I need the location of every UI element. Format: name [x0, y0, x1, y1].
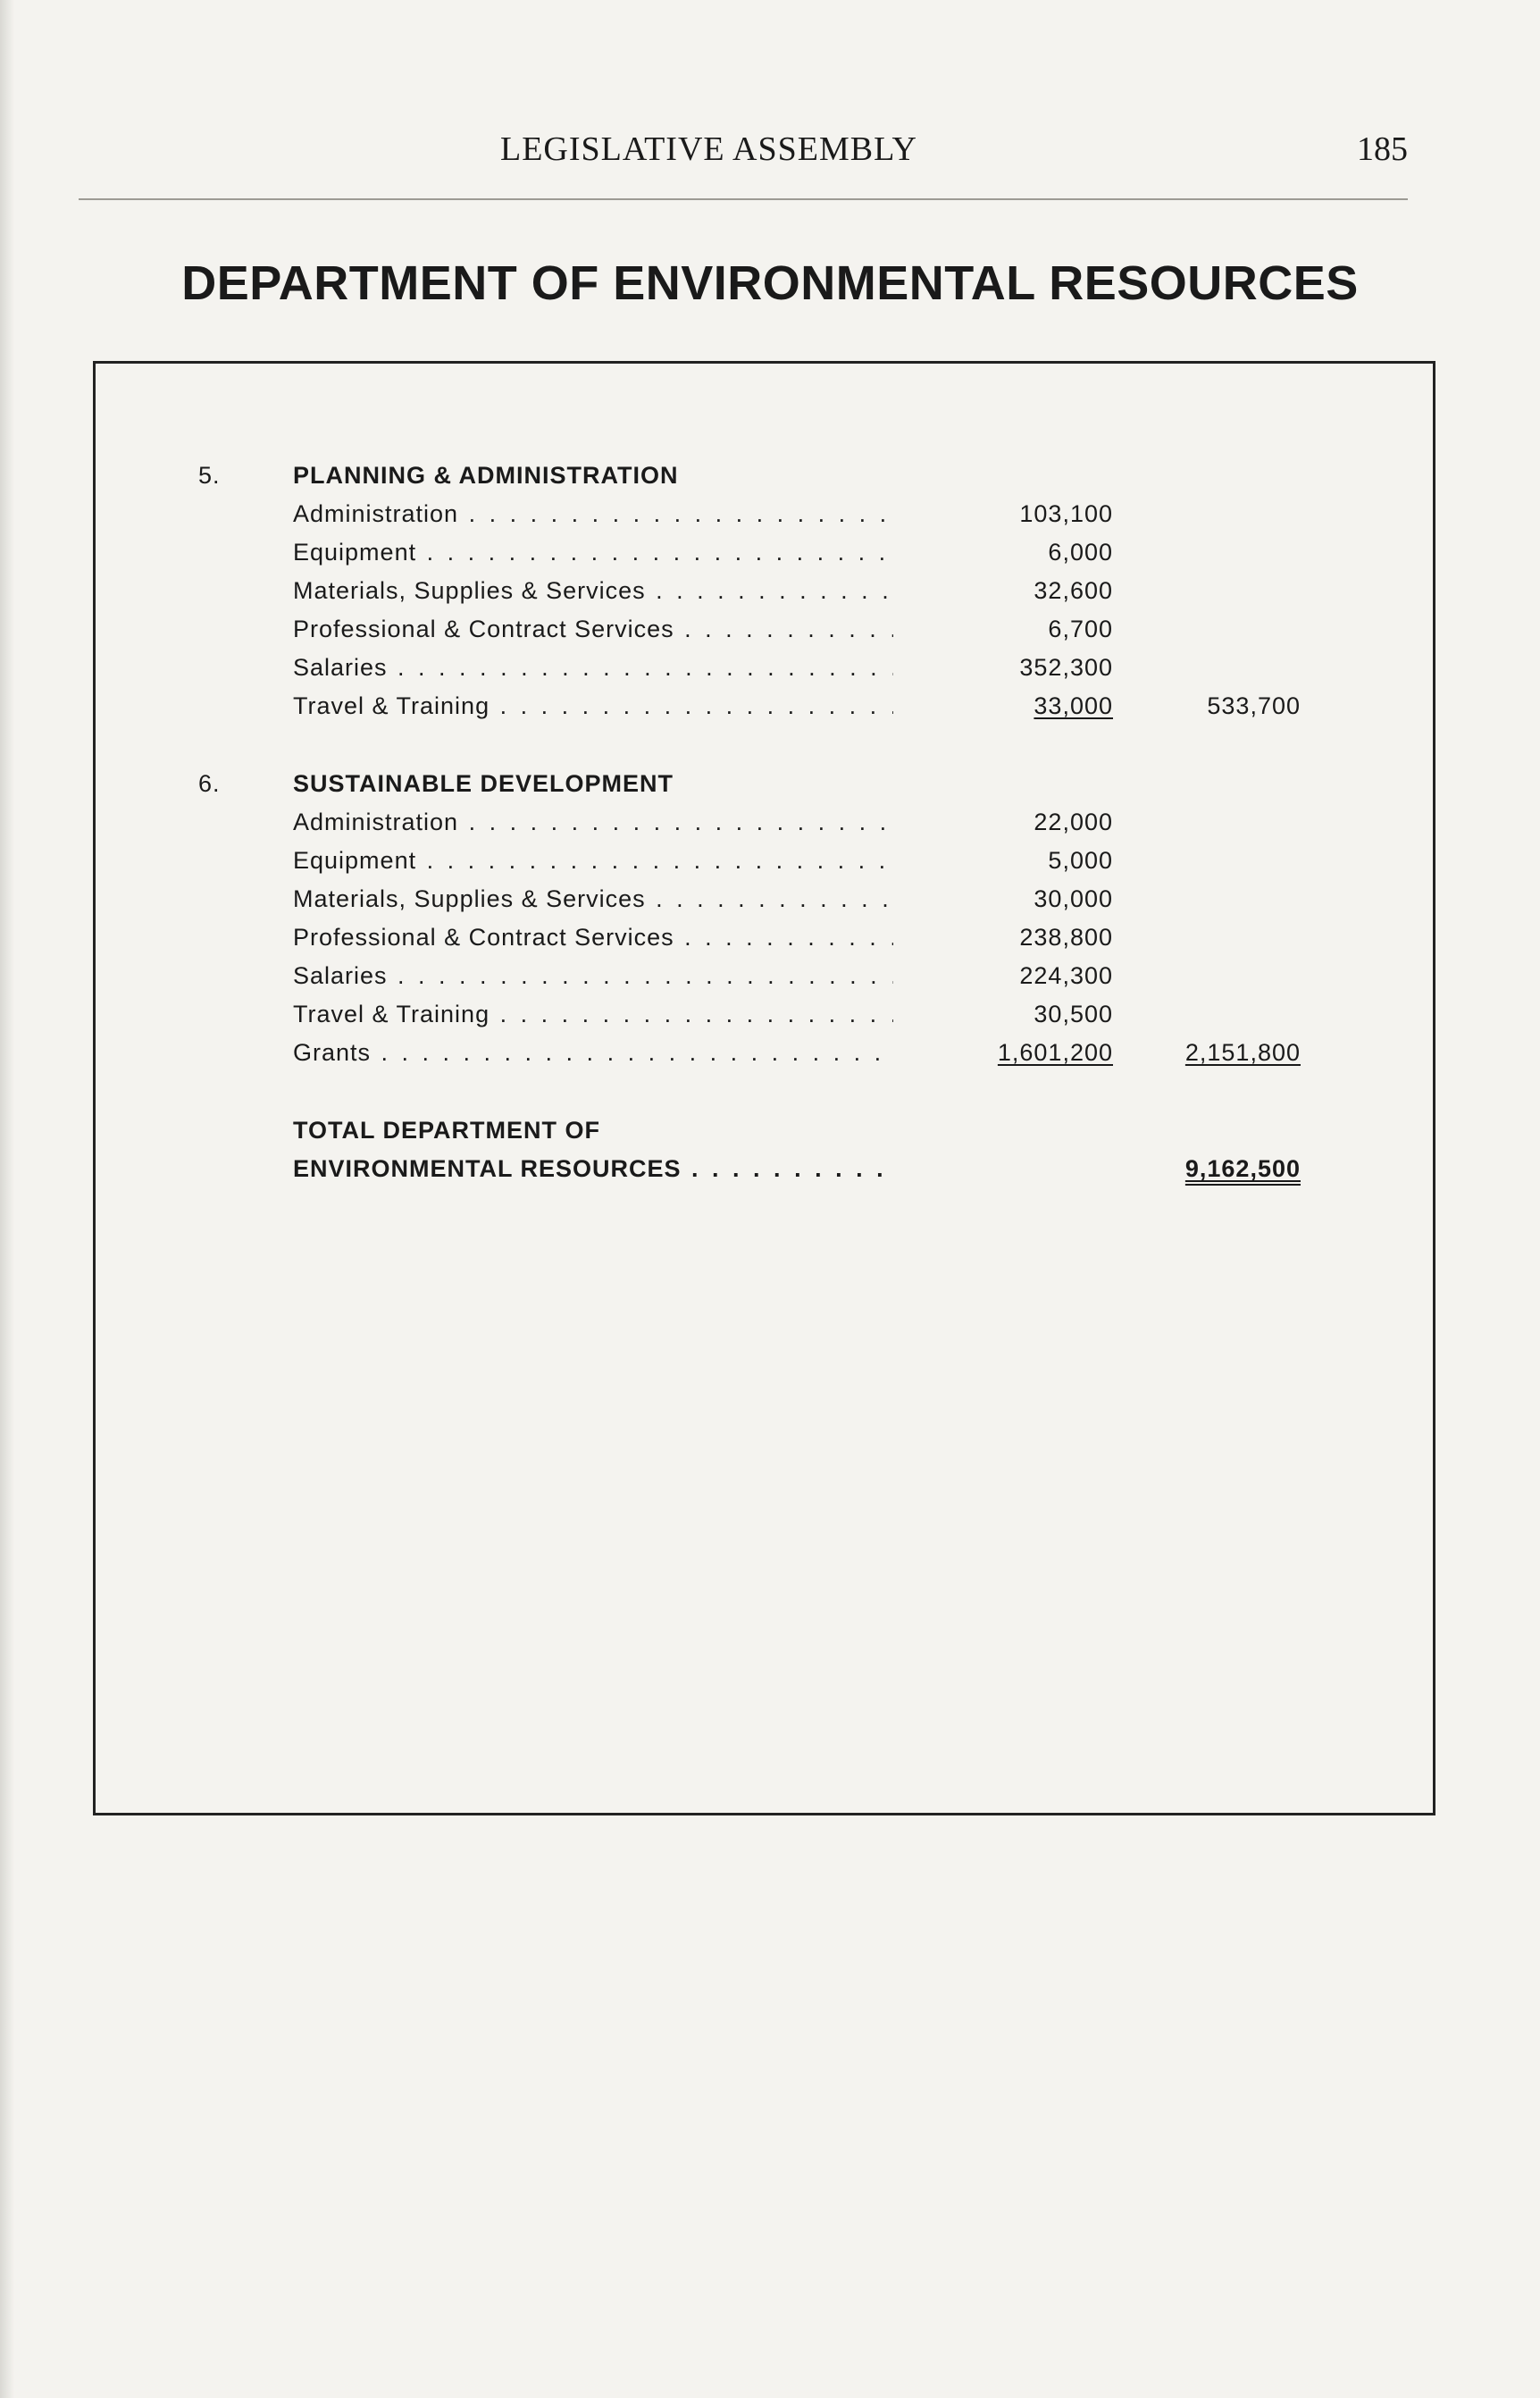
total-label-line2: ENVIRONMENTAL RESOURCES . . . [293, 1151, 893, 1186]
page-edge-shadow [0, 0, 14, 2398]
line-item-label: Administration . . . [293, 496, 893, 532]
line-item-row [0, 804, 1429, 840]
page-number: 185 [1357, 130, 1408, 168]
section-number: 5. [198, 462, 221, 489]
line-item-amount: 352,300 [1019, 654, 1113, 681]
section-heading: PLANNING & ADMINISTRATION [293, 462, 679, 489]
line-item-row [0, 919, 1429, 955]
line-item-row [0, 573, 1429, 608]
line-item-amount: 224,300 [1019, 962, 1113, 989]
line-item-amount: 22,000 [1034, 809, 1113, 835]
line-item-row [0, 496, 1429, 532]
line-item-label: Administration . . . [293, 804, 893, 840]
section-heading: SUSTAINABLE DEVELOPMENT [293, 770, 674, 797]
section-heading-row [0, 766, 1429, 801]
line-item-amount: 30,500 [1034, 1001, 1113, 1027]
line-item-row [0, 996, 1429, 1032]
line-item-label: Grants . . . [293, 1035, 893, 1070]
line-item-row [0, 534, 1429, 570]
line-item-row [0, 1035, 1429, 1070]
total-row [0, 1151, 1429, 1186]
line-item-label: Travel & Training . . . [293, 996, 893, 1032]
line-item-amount: 5,000 [1048, 847, 1113, 874]
total-label-line1: TOTAL DEPARTMENT OF [293, 1117, 600, 1144]
line-item-label: Materials, Supplies & Services . . . [293, 573, 893, 608]
page-title: DEPARTMENT OF ENVIRONMENTAL RESOURCES [181, 256, 1359, 310]
line-item-label: Materials, Supplies & Services . . . [293, 881, 893, 917]
line-item-amount: 30,000 [1034, 885, 1113, 912]
line-item-label: Salaries . . . [293, 958, 893, 994]
section-subtotal: 533,700 [1207, 692, 1301, 719]
grand-total-amount: 9,162,500 [1184, 1155, 1301, 1182]
line-item-row [0, 611, 1429, 647]
line-item-row [0, 881, 1429, 917]
line-item-amount: 103,100 [1019, 500, 1113, 527]
section-subtotal: 2,151,800 [1184, 1039, 1301, 1066]
section-heading-row [0, 457, 1429, 493]
line-item-row [0, 843, 1429, 878]
total-row [0, 1112, 1429, 1148]
line-item-row [0, 958, 1429, 994]
line-item-amount: 6,000 [1048, 539, 1113, 566]
line-item-row [0, 688, 1429, 724]
line-item-label: Professional & Contract Services . . . [293, 611, 893, 647]
line-item-amount: 238,800 [1019, 924, 1113, 951]
line-item-amount: 6,700 [1048, 616, 1113, 642]
line-item-label: Salaries . . . [293, 650, 893, 685]
line-item-label: Travel & Training . . . [293, 688, 893, 724]
line-item-amount: 32,600 [1034, 577, 1113, 604]
section-number: 6. [198, 770, 221, 797]
line-item-label: Equipment . . . [293, 843, 893, 878]
line-item-amount: 33,000 [1034, 692, 1113, 719]
running-head: LEGISLATIVE ASSEMBLY [500, 130, 917, 168]
line-item-label: Professional & Contract Services . . . [293, 919, 893, 955]
line-item-row [0, 650, 1429, 685]
line-item-amount: 1,601,200 [997, 1039, 1113, 1066]
header-rule [79, 198, 1408, 200]
line-item-label: Equipment . . . [293, 534, 893, 570]
